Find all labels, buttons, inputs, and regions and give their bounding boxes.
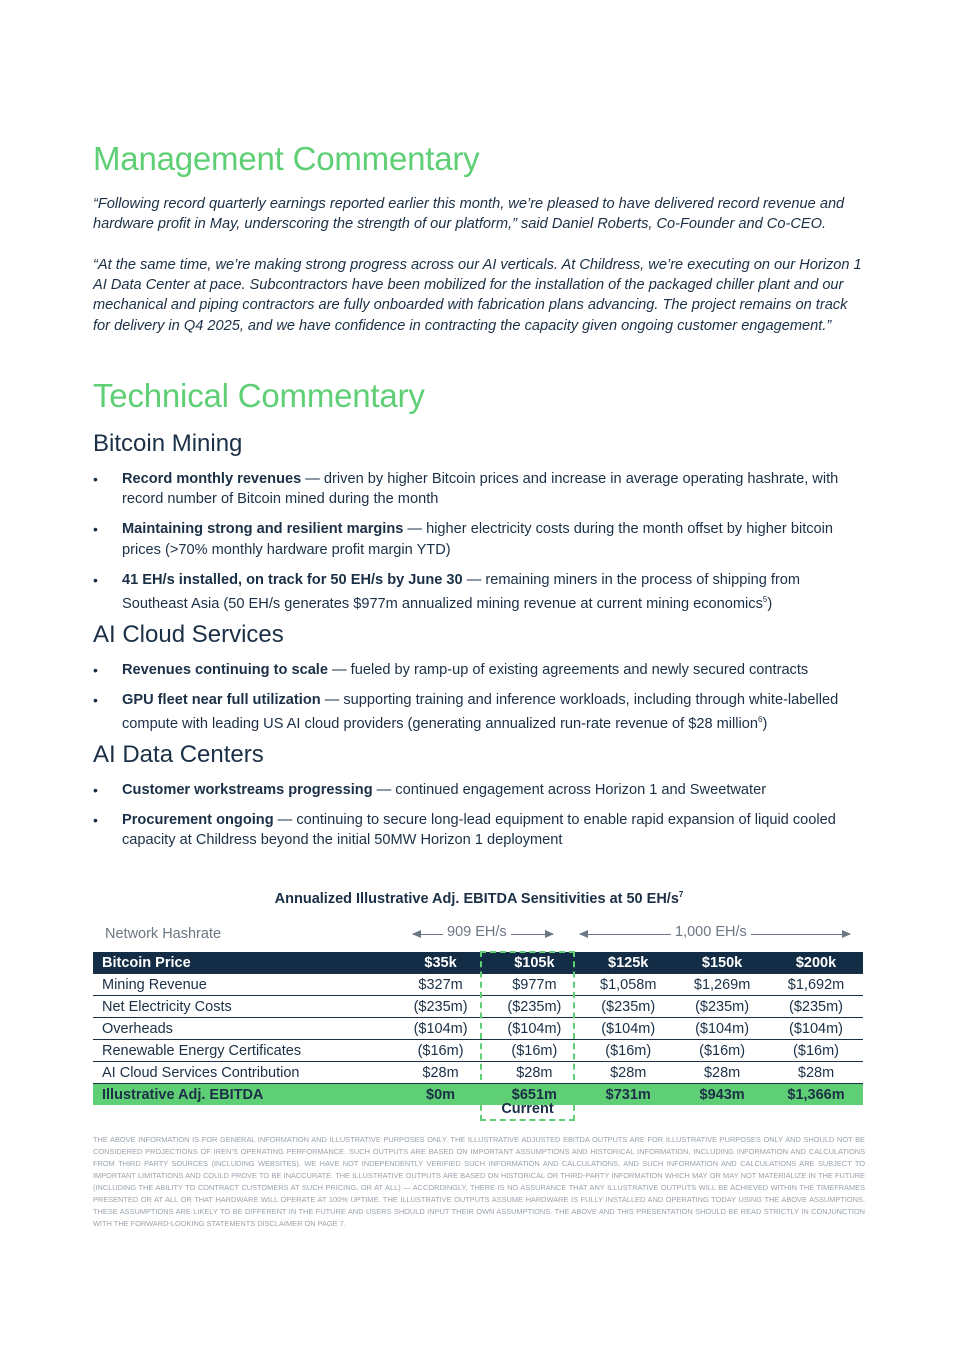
arrow-left-icon [579, 930, 588, 938]
bullet-text: — continuing to secure long-lead equipment to enable rapid expansion of liquid cooled capacity at Childress beyond the initial 50MW Horizon 1 deployment [122, 812, 836, 849]
table-cell: ($104m) [675, 1018, 769, 1040]
bullet-text: — remaining miners in the process of shipping from Southeast Asia (50 EH/s generates $977m annualized mining revenue at current mining economics [122, 571, 801, 612]
bitcoin-mining-heading: Bitcoin Mining [93, 430, 243, 457]
header-cell: $200k [769, 952, 863, 974]
list-item [93, 469, 865, 509]
table-cell: ($16m) [675, 1040, 769, 1062]
network-hashrate-label: Network Hashrate [105, 926, 222, 942]
sensitivity-table-title [93, 890, 865, 907]
sensitivity-table [93, 952, 863, 1105]
table-cell: $327m [394, 974, 488, 996]
total-cell: $943m [675, 1084, 769, 1106]
table-cell: ($16m) [487, 1040, 581, 1062]
header-cell: $150k [675, 952, 769, 974]
bullet-dot: • [93, 782, 98, 798]
table-cell: $28m [581, 1062, 675, 1084]
management-quote-2: “At the same time, we’re making strong progress across our AI verticals. At Childress, we’re executing on our Horizon 1 AI Data Center at pace. Subcontractors have been mobilized for the installation of the packaged chiller plant and our mechanical and piping contractors are fully onboarded with fabrication plans advancing. The project remains on track for delivery in Q4 2025, and we have confidence in contracting the capacity given ongoing customer engagement.” [93, 257, 862, 334]
table-row [93, 996, 863, 1018]
bullet-title: Procurement ongoing [122, 812, 274, 829]
bullet-dot: • [93, 662, 98, 678]
bullet-text-end: ) [767, 595, 773, 612]
header-cell: $105k [487, 952, 581, 974]
table-cell: $1,058m [581, 974, 675, 996]
bullet-text: — higher electricity costs during the month offset by higher bitcoin prices (>70% monthly hardware profit margin YTD) [122, 521, 834, 558]
bullet-text: — continued engagement across Horizon 1 and Sweetwater [372, 782, 767, 798]
footnote-ref: 5 [762, 595, 768, 605]
table-row [93, 1062, 863, 1084]
bullet-title: GPU fleet near full utilization [122, 692, 321, 709]
bullet-text-end: ) [762, 716, 768, 733]
table-total-row [93, 1084, 863, 1106]
row-label: Net Electricity Costs [93, 996, 394, 1018]
bullet-title: Maintaining strong and resilient margins [122, 521, 404, 538]
table-cell: ($104m) [394, 1018, 488, 1040]
ai-cloud-services-heading: AI Cloud Services [93, 621, 284, 648]
arrow-right-icon [545, 930, 554, 938]
table-title-text: Annualized Illustrative Adj. EBITDA Sensitivities at 50 EH/s [274, 890, 679, 907]
total-cell: $1,366m [769, 1084, 863, 1106]
management-commentary-heading: Management Commentary [93, 140, 480, 177]
table-cell: ($16m) [394, 1040, 488, 1062]
list-item [93, 519, 865, 559]
table-cell: $28m [769, 1062, 863, 1084]
footnote-ref: 6 [758, 715, 763, 725]
table-cell: ($235m) [581, 996, 675, 1018]
table-cell: $28m [394, 1062, 488, 1084]
table-row [93, 974, 863, 996]
total-label: Illustrative Adj. EBITDA [93, 1084, 394, 1106]
table-cell: $977m [487, 974, 581, 996]
table-cell: $28m [487, 1062, 581, 1084]
list-item [93, 780, 865, 800]
bullet-dot: • [93, 812, 98, 829]
bitcoin-mining-list [93, 469, 865, 624]
row-label: Renewable Energy Certificates [93, 1040, 394, 1062]
ai-cloud-list [93, 660, 865, 744]
bullet-dot: • [93, 521, 98, 538]
table-cell: ($16m) [769, 1040, 863, 1062]
management-quote-1: “Following record quarterly earnings reported earlier this month, we’re pleased to have delivered record revenue and hardware profit in May, underscoring the strength of our platform,” said Daniel Roberts, Co-Founder and Co-CEO. [93, 196, 845, 233]
disclaimer-text: THE ABOVE INFORMATION IS FOR GENERAL INFORMATION AND ILLUSTRATIVE PURPOSES ONLY. THE ILLUSTRATIVE ADJUSTED EBITDA OUTPUTS ARE FOR ILLUSTRATIVE PURPOSES ONLY AND SHOULD NOT BE CONSIDERED PROJECTIONS OF IREN’S OPERATING PERFORMANCE. SUCH OUTPUTS ARE BASED ON IMPORTANT ASSUMPTIONS AND HISTORICAL INFORMATION, INCLUDING INFORMATION AND CALCULATIONS FROM THIRD PARTY SOURCES (INCLUDING WEBSITES). WE HAVE NOT INDEPENDENTLY VERIFIED SUCH INFORMATION AND CALCULATIONS, AND SUCH INFORMATION AND CALCULATIONS ARE SUBJECT TO IMPORTANT LIMITATIONS AND COULD PROVE TO BE INACCURATE. THE ILLUSTRATIVE OUTPUTS ARE BASED ON HISTORICAL OR THIRD-PARTY INFORMATION WHICH MAY OR MAY NOT MATERIALIZE IN THE FUTURE (INCLUDING THE ABILITY TO CONTRACT CUSTOMERS AT SUCH PRICING, OR AT ALL) — ACCORDINGLY, THERE IS NO ASSURANCE THAT ANY ILLUSTRATIVE OUTPUTS WILL BE ACHIEVED WITHIN THE TIMEFRAMES PRESENTED OR AT ALL OR THAT HARDWARE WILL OPERATE AT 100% UPTIME. THE ILLUSTRATIVE OUTPUTS ASSUME HARDWARE IS FULLY INSTALLED AND OPERATING TODAY USING THE ABOVE ASSUMPTIONS. THESE ASSUMPTIONS ARE LIKELY TO BE DIFFERENT IN THE FUTURE AND USERS SHOULD INPUT THEIR OWN ASSUMPTIONS. THE ABOVE AND THIS PRESENTATION SHOULD BE READ STRICTLY IN CONJUNCTION WITH THE FORWARD-LOOKING STATEMENTS DISCLAIMER ON PAGE 7. [93, 1135, 865, 1228]
bullet-dot: • [93, 692, 98, 709]
arrow-left-icon [412, 930, 421, 938]
footnote-ref: 7 [678, 890, 684, 899]
table-cell: ($104m) [769, 1018, 863, 1040]
table-cell: ($16m) [581, 1040, 675, 1062]
table-cell: ($235m) [487, 996, 581, 1018]
table-cell: ($104m) [487, 1018, 581, 1040]
header-cell: $125k [581, 952, 675, 974]
hashrate-909-label: 909 EH/s [443, 924, 511, 940]
table-cell: $1,692m [769, 974, 863, 996]
row-label: Overheads [93, 1018, 394, 1040]
header-cell: Bitcoin Price [93, 952, 394, 974]
bullet-text: — driven by higher Bitcoin prices and increase in average operating hashrate, with record number of Bitcoin mined during the month [122, 471, 839, 508]
header-cell: $35k [394, 952, 488, 974]
technical-commentary-heading: Technical Commentary [93, 377, 425, 414]
bullet-title: Customer workstreams progressing [122, 782, 373, 798]
ai-data-centers-list [93, 780, 865, 861]
current-label: Current [501, 1101, 554, 1117]
bullet-dot: • [93, 571, 98, 588]
bullet-dot: • [93, 471, 98, 487]
arrow-right-icon [842, 930, 851, 938]
table-header-row [93, 952, 863, 974]
table-cell: ($104m) [581, 1018, 675, 1040]
table-cell: $28m [675, 1062, 769, 1084]
row-label: AI Cloud Services Contribution [93, 1062, 394, 1084]
hashrate-1000-label: 1,000 EH/s [671, 924, 751, 940]
list-item [93, 690, 865, 734]
list-item [93, 810, 865, 850]
bullet-title: 41 EH/s installed, on track for 50 EH/s by June 30 [122, 571, 463, 588]
table-row [93, 1040, 863, 1062]
table-cell: $1,269m [675, 974, 769, 996]
list-item [93, 660, 865, 680]
network-hashrate-row [93, 922, 865, 946]
row-label: Mining Revenue [93, 974, 394, 996]
total-cell: $651m [487, 1084, 581, 1106]
total-cell: $731m [581, 1084, 675, 1106]
table-cell: ($235m) [769, 996, 863, 1018]
total-cell: $0m [394, 1084, 488, 1106]
bullet-text: — supporting training and inference workloads, including through white-labelled compute with leading US AI cloud providers (generating annualized run-rate revenue of $28 million [122, 692, 839, 733]
bullet-title: Record monthly revenues [122, 471, 302, 487]
table-cell: ($235m) [675, 996, 769, 1018]
table-row [93, 1018, 863, 1040]
list-item [93, 570, 865, 614]
table-cell: ($235m) [394, 996, 488, 1018]
bullet-title: Revenues continuing to scale [122, 662, 328, 678]
ai-data-centers-heading: AI Data Centers [93, 741, 264, 768]
bullet-text: — fueled by ramp-up of existing agreements and newly secured contracts [327, 662, 809, 678]
